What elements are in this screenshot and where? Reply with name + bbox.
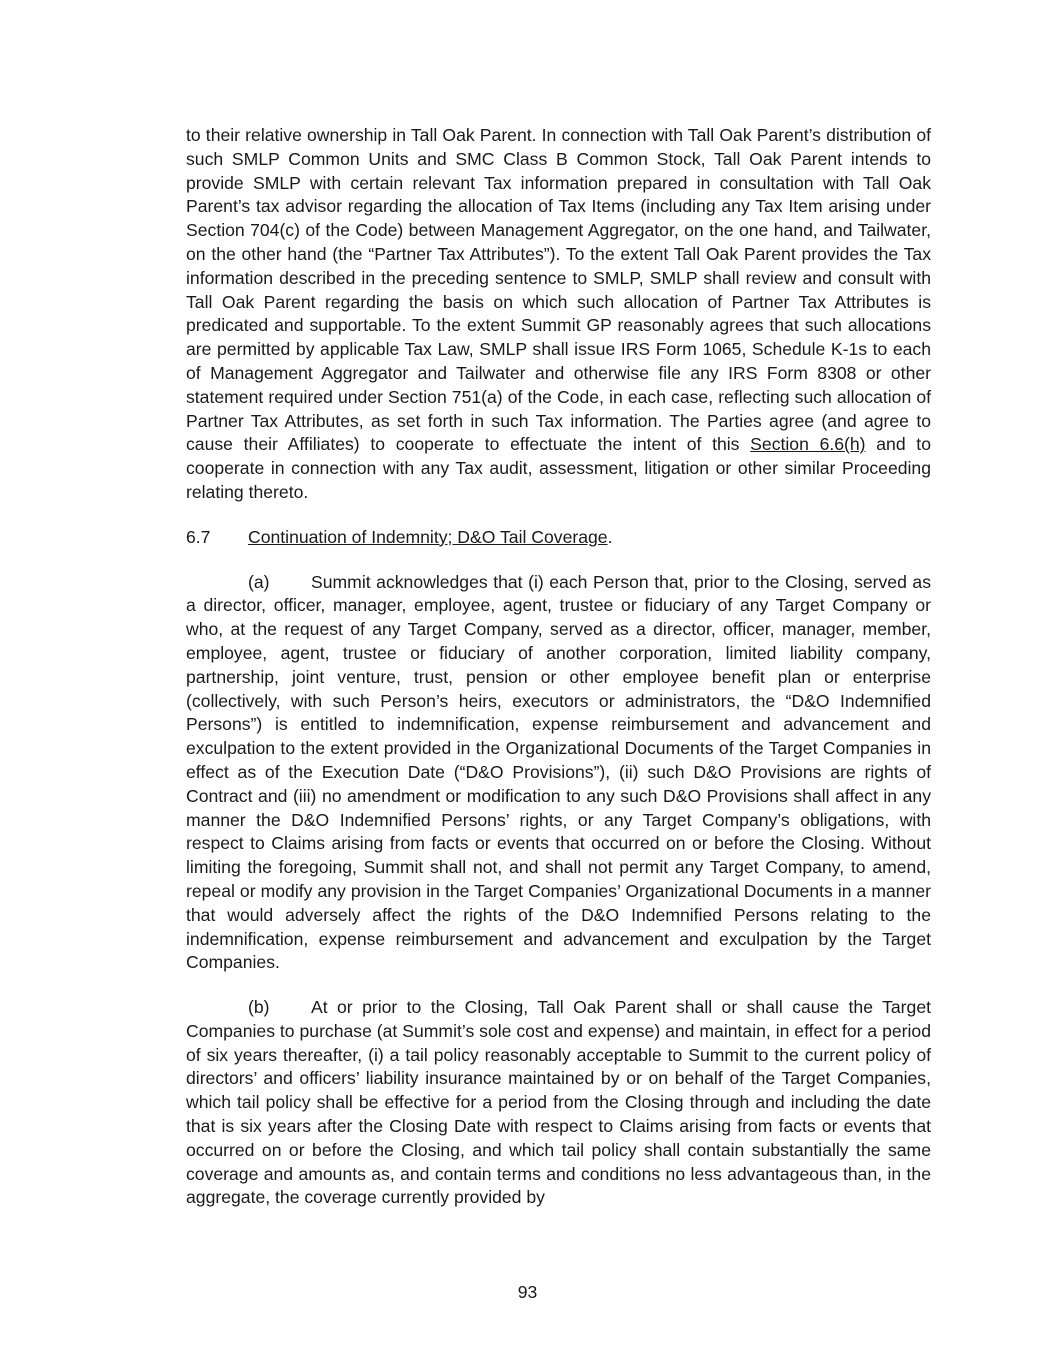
section-number: 6.7 — [186, 526, 211, 547]
section-title-wrap — [248, 526, 612, 550]
document-page — [186, 124, 931, 1210]
subparagraph-b — [186, 996, 931, 1210]
paragraph-text-after-link: and to cooperate in connection with any Tax audit, assessment, litigation or other similar Proceeding relating thereto. — [186, 434, 931, 502]
subparagraph-b-text: At or prior to the Closing, Tall Oak Parent shall or shall cause the Target Companies to purchase (at Summit’s sole cost and expense) and maintain, in effect for a period of six years thereafter, (i) a tail policy reasonably acceptable to Summit to the current policy of directors’ and officers’ liability insurance maintained by or on behalf of the Target Companies, which tail policy shall be effective for a period from the Closing through and including the date that is six years after the Closing Date with respect to Claims arising from facts or events that occurred on or before the Closing, and which tail policy shall contain substantially the same coverage and amounts as, and contain terms and conditions no less advantageous than, in the aggregate, the coverage currently provided by — [186, 997, 931, 1208]
subparagraph-b-label: (b) — [248, 997, 270, 1018]
section-title-punct: . — [607, 526, 613, 547]
subparagraph-a-text: Summit acknowledges that (i) each Person that, prior to the Closing, served as a director, officer, manager, employee, agent, trustee or fiduciary of any Target Company or who, at the request of any Target Company, served as a director, officer, manager, member, employee, agent, trustee or fiduciary of another corporation, limited liability company, partnership, joint venture, trust, pension or other employee benefit plan or enterprise (collectively, with such Person’s heirs, executors or administrators, the “D&O Indemnified Persons”) is entitled to indemnification, expense reimbursement and advancement and exculpation to the extent provided in the Organizational Documents of the Target Companies in effect as of the Execution Date (“D&O Provisions”), (ii) such D&O Provisions are rights of Contract and (iii) no amendment or modification to any such D&O Provisions shall affect in any manner the D&O Indemnified Persons’ rights, or any Target Company’s obligations, with respect to Claims arising from facts or events that occurred on or before the Closing. Without limiting the foregoing, Summit shall not, and shall not permit any Target Company, to amend, repeal or modify any provision in the Target Companies’ Organizational Documents in a manner that would adversely affect the rights of the D&O Indemnified Persons relating to the indemnification, expense reimbursement and advancement and exculpation by the Target Companies. — [186, 571, 931, 973]
paragraph-text-before-link: to their relative ownership in Tall Oak Parent. In connection with Tall Oak Parent’s distribution of such SMLP Common Units and SMC Class B Common Stock, Tall Oak Parent intends to provide SMLP with certain relevant Tax information prepared in consultation with Tall Oak Parent’s tax advisor regarding the allocation of Tax Items (including any Tax Item arising under Section 704(c) of the Code) between Management Aggregator, on the one hand, and Tailwater, on the other hand (the “Partner Tax Attributes”). To the extent Tall Oak Parent provides the Tax information described in the preceding sentence to SMLP, SMLP shall review and consult with Tall Oak Parent regarding the basis on which such allocation of Partner Tax Attributes is predicated and supportable. To the extent Summit GP reasonably agrees that such allocations are permitted by applicable Tax Law, SMLP shall issue IRS Form 1065, Schedule K-1s to each of Management Aggregator and Tailwater and otherwise file any IRS Form 8308 or other statement required under Section 751(a) of the Code, in each case, reflecting such allocation of Partner Tax Attributes, as set forth in such Tax information. The Parties agree (and agree to cause their Affiliates) to cooperate to effectuate the intent of this — [186, 125, 931, 455]
section-heading — [186, 526, 931, 550]
subparagraph-a — [186, 571, 931, 976]
section-title: Continuation of Indemnity; D&O Tail Coverage — [248, 526, 608, 547]
paragraph-partner-tax-attributes — [186, 124, 931, 505]
page-number: 93 — [517, 1282, 538, 1302]
subparagraph-a-label: (a) — [248, 571, 270, 592]
section-reference-link: Section 6.6(h) — [750, 434, 866, 455]
